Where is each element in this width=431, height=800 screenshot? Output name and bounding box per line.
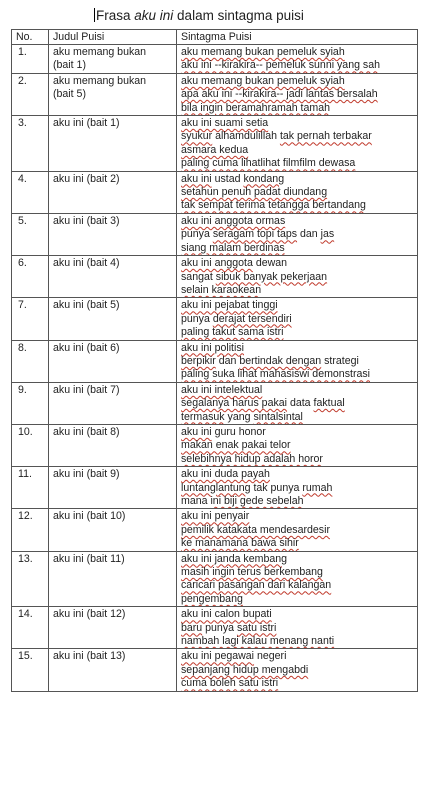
sintagma-line bbox=[181, 579, 413, 592]
spellcheck-marked-text: aku ini pegawai bbox=[181, 650, 255, 663]
spellcheck-marked-text: aku memang bukan pemeluk syiah bbox=[181, 46, 345, 58]
sintagma-cell bbox=[177, 256, 418, 298]
judul-puisi-cell bbox=[49, 551, 177, 607]
spellcheck-marked-text: aku memang bukan pemeluk syiah bbox=[181, 74, 345, 87]
judul-puisi-cell bbox=[49, 509, 177, 551]
sintagma-line bbox=[181, 173, 413, 186]
spellcheck-marked-text: derajat tersendiri bbox=[212, 312, 292, 325]
sintagma-line bbox=[181, 608, 413, 621]
sintagma-text: yang bbox=[224, 410, 254, 423]
spellcheck-marked-text: jas bbox=[320, 228, 335, 241]
sintagma-text: dan bbox=[297, 228, 321, 241]
sintagma-line bbox=[181, 468, 413, 481]
title-emphasis: aku ini bbox=[134, 8, 174, 23]
row-number: 12. bbox=[12, 509, 49, 551]
header-sintagma: Sintagma Puisi bbox=[177, 30, 418, 45]
sintagma-line bbox=[181, 664, 413, 677]
sintagma-line bbox=[181, 453, 413, 466]
judul-puisi-cell bbox=[49, 298, 177, 340]
row-number: 6. bbox=[12, 256, 49, 298]
row-number: 15. bbox=[12, 649, 49, 691]
spellcheck-marked-text: baru bbox=[181, 621, 203, 634]
judul-puisi-cell bbox=[49, 45, 177, 74]
judul-puisi-cell bbox=[49, 73, 177, 115]
judul-line: aku ini (bait 4) bbox=[53, 257, 120, 270]
judul-puisi-cell bbox=[49, 116, 177, 172]
sintagma-line bbox=[181, 397, 413, 410]
header-no: No. bbox=[12, 30, 49, 45]
spellcheck-marked-text: aku ini bbox=[181, 172, 212, 185]
sintagma-cell bbox=[177, 467, 418, 509]
row-number: 14. bbox=[12, 607, 49, 649]
spellcheck-marked-text: aku ini bbox=[181, 425, 212, 438]
judul-line: aku ini (bait 10) bbox=[53, 510, 126, 523]
sintagma-line bbox=[181, 677, 413, 690]
judul-puisi-cell bbox=[49, 467, 177, 509]
spellcheck-marked-text: pengembang bbox=[181, 592, 243, 605]
table-row bbox=[12, 213, 418, 255]
judul-puisi-cell bbox=[49, 171, 177, 213]
sintagma-line bbox=[181, 215, 413, 228]
sintagma-text: punya bbox=[202, 621, 237, 634]
sintagma-text: alhamdulillah bbox=[212, 130, 280, 143]
judul-line: (bait 5) bbox=[53, 88, 86, 101]
sintagma-line bbox=[181, 271, 413, 284]
sintagma-text: strategi bbox=[321, 354, 359, 367]
spellcheck-marked-text: tak pernah terbakar bbox=[279, 130, 372, 143]
spellcheck-marked-text: aku ini penyair bbox=[181, 510, 250, 523]
sintagma-line bbox=[181, 284, 413, 297]
judul-puisi-cell bbox=[49, 382, 177, 424]
sintagma-cell bbox=[177, 73, 418, 115]
table-row bbox=[12, 649, 418, 691]
judul-line: (bait 1) bbox=[53, 59, 86, 72]
sintagma-text: punya bbox=[181, 228, 213, 241]
judul-line: aku ini (bait 13) bbox=[53, 650, 126, 663]
sintagma-cell bbox=[177, 649, 418, 691]
table-row bbox=[12, 607, 418, 649]
sintagma-cell bbox=[177, 116, 418, 172]
sintagma-text: sangat bbox=[181, 270, 216, 283]
spellcheck-marked-text: aku ini anggota bbox=[181, 257, 253, 270]
table-row bbox=[12, 424, 418, 466]
spellcheck-marked-text: ke manamana bawa sihir bbox=[181, 537, 299, 550]
spellcheck-marked-text: syukur bbox=[181, 130, 213, 143]
spellcheck-marked-text: luntanglantung bbox=[181, 481, 251, 494]
table-row bbox=[12, 73, 418, 115]
sintagma-line bbox=[181, 342, 413, 355]
sintagma-cell bbox=[177, 607, 418, 649]
judul-puisi-cell bbox=[49, 649, 177, 691]
row-number: 4. bbox=[12, 171, 49, 213]
judul-line: aku ini (bait 8) bbox=[53, 425, 120, 438]
sintagma-cell bbox=[177, 45, 418, 74]
spellcheck-marked-text: bila ingin beramahramah tamah bbox=[181, 101, 330, 114]
spellcheck-marked-text: ini biji gede sebelah bbox=[210, 495, 304, 507]
sintagma-line bbox=[181, 242, 413, 255]
table-row bbox=[12, 340, 418, 382]
table-row bbox=[12, 116, 418, 172]
sintagma-line bbox=[181, 313, 413, 326]
judul-line: aku ini (bait 3) bbox=[53, 214, 120, 227]
spellcheck-marked-text: berpikir bbox=[181, 354, 216, 367]
spellcheck-marked-text: aku ini calon bupati bbox=[181, 608, 272, 621]
row-number: 7. bbox=[12, 298, 49, 340]
text-cursor bbox=[94, 8, 95, 22]
header-judul: Judul Puisi bbox=[49, 30, 177, 45]
sintagma-line bbox=[181, 368, 413, 381]
row-number: 1. bbox=[12, 45, 49, 74]
judul-line: aku ini (bait 1) bbox=[53, 117, 120, 130]
spellcheck-marked-text: kondang bbox=[243, 172, 285, 185]
sintagma-line bbox=[181, 326, 413, 339]
spellcheck-marked-text: setahun penuh padat diundang bbox=[181, 186, 328, 199]
sintagma-line bbox=[181, 482, 413, 495]
table-row bbox=[12, 382, 418, 424]
sintagma-cell bbox=[177, 298, 418, 340]
spellcheck-marked-text: rumah bbox=[302, 481, 333, 494]
sintagma-line bbox=[181, 355, 413, 368]
spellcheck-marked-text: aku ini anggota ormas bbox=[181, 214, 286, 227]
sintagma-line bbox=[181, 524, 413, 537]
judul-puisi-cell bbox=[49, 340, 177, 382]
judul-line: aku ini (bait 12) bbox=[53, 608, 126, 621]
table-row bbox=[12, 256, 418, 298]
sintagma-text: tak punya bbox=[250, 481, 303, 494]
judul-puisi-cell bbox=[49, 424, 177, 466]
sintagma-line bbox=[181, 635, 413, 648]
spellcheck-marked-text: paling cuma lihatlihat filmfilm dewasa bbox=[181, 157, 356, 170]
sintagma-line bbox=[181, 257, 413, 270]
sintagma-line bbox=[181, 650, 413, 663]
spellcheck-marked-text: cuma boleh satu istri bbox=[181, 677, 279, 690]
sintagma-line bbox=[181, 130, 413, 143]
sintagma-line bbox=[181, 553, 413, 566]
sintagma-line bbox=[181, 102, 413, 115]
row-number: 9. bbox=[12, 382, 49, 424]
sintagma-text: data bbox=[287, 397, 314, 410]
judul-line: aku ini (bait 6) bbox=[53, 341, 120, 354]
sintagma-line bbox=[181, 495, 413, 508]
sintagma-line bbox=[181, 75, 413, 88]
table-row bbox=[12, 509, 418, 551]
sintagma-line bbox=[181, 46, 413, 59]
spellcheck-marked-text: nambah lagi kalau menang nanti bbox=[181, 635, 335, 648]
table-row bbox=[12, 171, 418, 213]
spellcheck-marked-text: aku ini duda payah bbox=[181, 468, 270, 481]
sintagma-line bbox=[181, 411, 413, 424]
row-number: 13. bbox=[12, 551, 49, 607]
judul-line: aku ini (bait 2) bbox=[53, 172, 120, 185]
spellcheck-marked-text: siang malam berdinas bbox=[181, 241, 285, 254]
judul-line: aku ini (bait 5) bbox=[53, 299, 120, 312]
sintagma-line bbox=[181, 384, 413, 397]
sintagma-line bbox=[181, 88, 413, 101]
spellcheck-marked-text: pemilik katakata mendesardesir bbox=[181, 523, 330, 536]
spellcheck-marked-text: termasuk bbox=[181, 410, 225, 423]
table-row bbox=[12, 467, 418, 509]
sintagma-cell bbox=[177, 382, 418, 424]
table-row bbox=[12, 551, 418, 607]
judul-line: aku ini (bait 9) bbox=[53, 468, 120, 481]
spellcheck-marked-text: asmara kedua bbox=[181, 143, 249, 156]
spellcheck-marked-text: tak sempat terima tetangga bertandang bbox=[181, 199, 366, 212]
spellcheck-marked-text: faktual bbox=[313, 397, 345, 410]
judul-puisi-cell bbox=[49, 213, 177, 255]
spellcheck-marked-text: sepanjang hidup mengabdi bbox=[181, 663, 309, 676]
header-row bbox=[12, 30, 418, 45]
sintagma-line bbox=[181, 510, 413, 523]
spellcheck-marked-text: selain karaokean bbox=[181, 283, 262, 296]
sintagma-cell bbox=[177, 424, 418, 466]
sintagma-line bbox=[181, 228, 413, 241]
sintagma-line bbox=[181, 117, 413, 130]
spellcheck-marked-text: bertindak dengan bbox=[239, 354, 322, 367]
sintagma-text: dewan bbox=[252, 257, 288, 270]
sintagma-line bbox=[181, 59, 413, 72]
sintagma-cell bbox=[177, 509, 418, 551]
spellcheck-marked-text: paling suka lihat mahasiswi demonstrasi bbox=[181, 368, 371, 381]
spellcheck-marked-text: caricari pasangan dari kalangan bbox=[181, 579, 332, 592]
sintagma-cell bbox=[177, 171, 418, 213]
judul-line: aku memang bukan bbox=[53, 74, 147, 87]
sintagma-line bbox=[181, 439, 413, 452]
sintagma-cell bbox=[177, 551, 418, 607]
spellcheck-marked-text: segalanya harus pakai bbox=[181, 397, 288, 410]
judul-line: aku ini (bait 7) bbox=[53, 383, 120, 396]
spellcheck-marked-text: aku ini intelektual bbox=[181, 383, 263, 396]
sintagma-line bbox=[181, 426, 413, 439]
sintagma-line bbox=[181, 157, 413, 170]
judul-line: aku memang bukan bbox=[53, 46, 147, 58]
spellcheck-marked-text: aku ini suami setia bbox=[181, 117, 269, 130]
sintagma-text: dan bbox=[215, 354, 240, 367]
sintagma-line bbox=[181, 622, 413, 635]
row-number: 3. bbox=[12, 116, 49, 172]
row-number: 8. bbox=[12, 340, 49, 382]
spellcheck-marked-text: aku ini politisi bbox=[181, 341, 245, 354]
sintagma-line bbox=[181, 299, 413, 312]
row-number: 5. bbox=[12, 213, 49, 255]
sintagma-cell bbox=[177, 213, 418, 255]
row-number: 2. bbox=[12, 73, 49, 115]
sintagma-text: negeri bbox=[254, 650, 287, 663]
judul-puisi-cell bbox=[49, 256, 177, 298]
spellcheck-marked-text: aku ini --kirakira-- pemeluk sunni yang sah bbox=[181, 59, 381, 72]
row-number: 11. bbox=[12, 467, 49, 509]
row-number: 10. bbox=[12, 424, 49, 466]
title-prefix: Frasa bbox=[96, 8, 135, 23]
spellcheck-marked-text: paling takut sama istri bbox=[181, 326, 284, 339]
judul-puisi-cell bbox=[49, 607, 177, 649]
sintagma-cell bbox=[177, 340, 418, 382]
sintagma-text: punya bbox=[181, 312, 213, 325]
sintagma-line bbox=[181, 186, 413, 199]
title-suffix: dalam sintagma puisi bbox=[173, 8, 304, 23]
spellcheck-marked-text: selebihnya hidup adalah horor bbox=[181, 452, 323, 465]
sintagma-line bbox=[181, 593, 413, 606]
spellcheck-marked-text: sibuk banyak pekerjaan bbox=[215, 270, 328, 283]
sintagma-text: mana bbox=[181, 495, 211, 507]
sintagma-line bbox=[181, 144, 413, 157]
spellcheck-marked-text: sintalsintal bbox=[253, 410, 303, 423]
sintagma-table bbox=[11, 29, 418, 692]
judul-line: aku ini (bait 11) bbox=[53, 552, 125, 565]
spellcheck-marked-text: aku ini janda kembang bbox=[181, 552, 288, 565]
spellcheck-marked-text: aku ini pejabat tinggi bbox=[181, 299, 278, 312]
spellcheck-marked-text: makan enak pakai telor bbox=[181, 439, 291, 452]
spellcheck-marked-text: seragam topi taps bbox=[212, 228, 298, 241]
sintagma-line bbox=[181, 537, 413, 550]
document-title bbox=[94, 8, 304, 23]
spellcheck-marked-text: apa aku ini --kirakira-- jadi lantas bersalah bbox=[181, 88, 378, 101]
table-row bbox=[12, 45, 418, 74]
table-row bbox=[12, 298, 418, 340]
spellcheck-marked-text: masih ingin terus berkembang bbox=[181, 566, 323, 579]
sintagma-line bbox=[181, 566, 413, 579]
table-body bbox=[12, 45, 418, 692]
sintagma-text: ustad bbox=[211, 172, 244, 185]
sintagma-line bbox=[181, 199, 413, 212]
spellcheck-marked-text: satu istri bbox=[236, 621, 277, 634]
sintagma-text: guru honor bbox=[211, 425, 266, 438]
